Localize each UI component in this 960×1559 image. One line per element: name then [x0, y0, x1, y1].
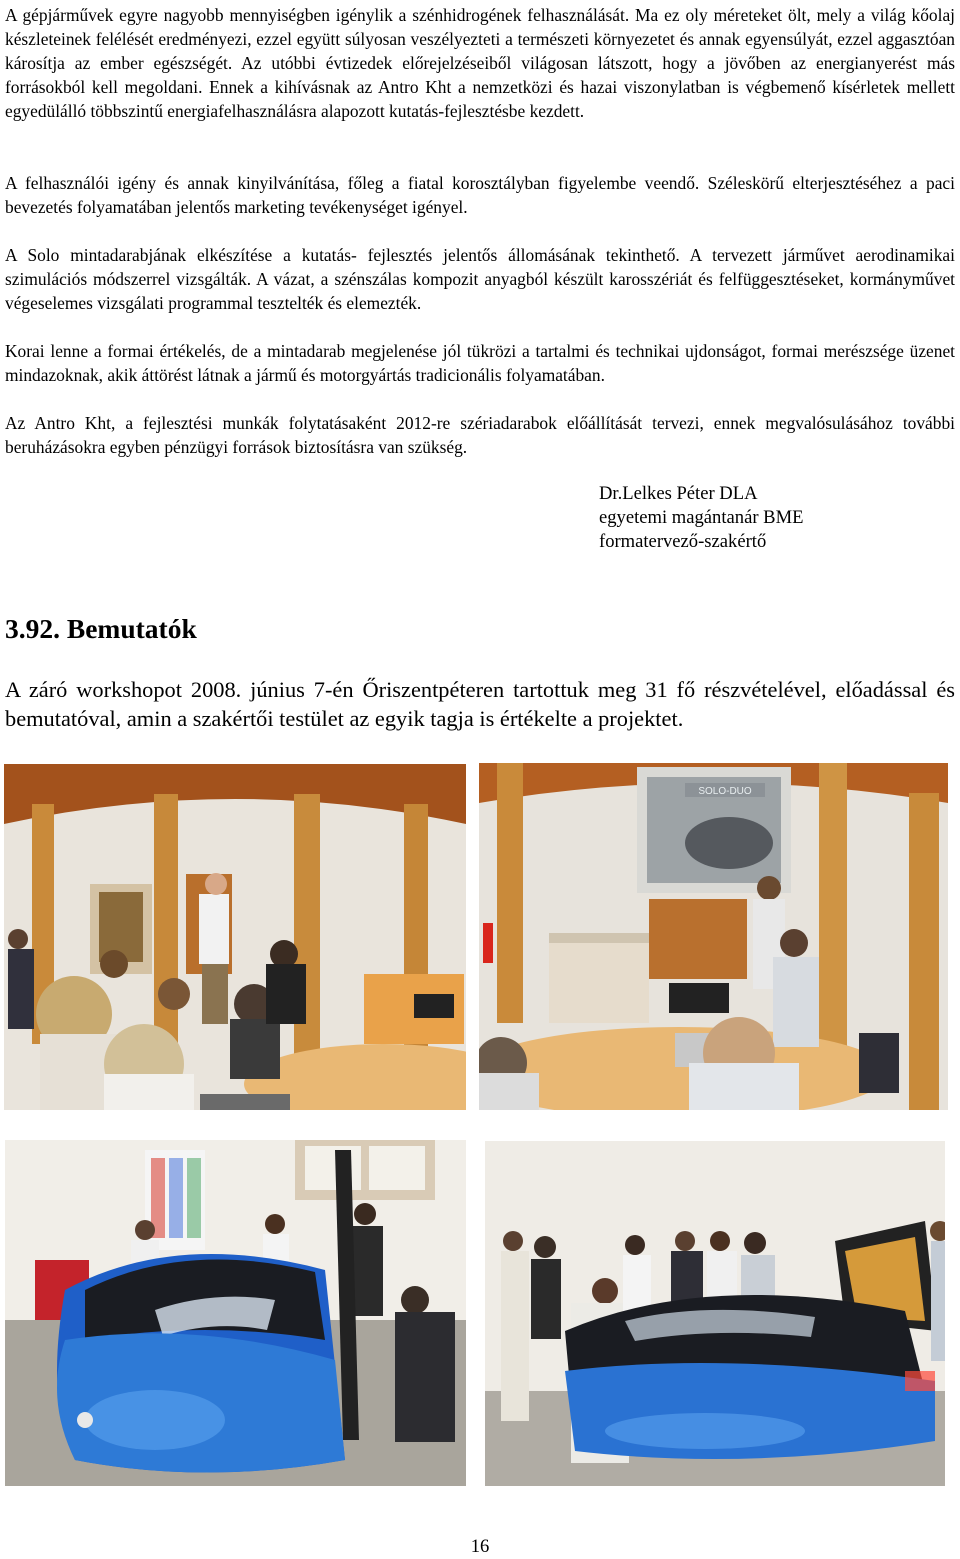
photo-workshop-audience	[4, 764, 466, 1110]
paragraph-solo-prototype: A Solo mintadarabjának elkészítése a kutatás- fejlesztés jelentős állomásának tekinthető. A tervezett járművet aerodinamikai szimulációs módszerrel vizsgálták. A vázat, a szénszálas kompozit anyagból készült karosszériát és felfüggesztéseket, kormányművet végeselemes vizsgálati programmal tesztelték és elemezték.	[5, 245, 955, 313]
photo-solo-car-front	[5, 1140, 466, 1486]
photo-solo-car-side	[485, 1141, 945, 1486]
paragraph-intro: A gépjárművek egyre nagyobb mennyiségben igénylik a szénhidrogének felhasználását. Ma ez oly méreteket ölt, mely a világ kőolaj készleteinek felélését eredményezi, ezzel együtt súlyosan veszélyezteti a természeti környezetet és annak egyensúlyát, ezzel aggasztóan károsítja az ember egészségét. Az utóbbi évtizedek előrejelzéseiből világosan látszott, hogy a jövőben az energianyerést más forrásokból kell megoldani. Ennek a kihívásnak az Antro Kht a nemzetközi és hazai viszonylatban is végbemenő kísérletek mellett egyedülálló többszintű energiafelhasználásra alapozott kutatás-fejlesztésbe kezdett.	[5, 5, 955, 121]
section-lead-paragraph: A záró workshopot 2008. június 7-én Őriszentpéteren tartottuk meg 31 fő részvételével, előadással és bemutatóval, amin a szakértői testület az egyik tagja is értékelte a projektet.	[5, 677, 955, 731]
projector-slide-title: SOLO-DUO	[698, 786, 752, 797]
paragraph-plans: Az Antro Kht, a fejlesztési munkák folytatásaként 2012-re szériadarabok előállítását tervezi, ennek megvalósulásához további beruházásokra egyben pénzügyi források biztosításra van szükség.	[5, 413, 955, 457]
page-number: 16	[470, 1536, 490, 1557]
paragraph-evaluation: Korai lenne a formai értékelés, de a mintadarab megjelenése jól tükrözi a tartalmi és technikai ujdonságot, formai merészsége üzenet mindazoknak, akik áttörést látnak a jármű és motorgyártás tradicionális folyamatában.	[5, 341, 955, 385]
photo-presentation-projector	[479, 763, 948, 1110]
signature-role: formatervező-szakértő	[599, 531, 767, 552]
signature-name: Dr.Lelkes Péter DLA	[599, 483, 758, 504]
section-heading: 3.92. Bemutatók	[5, 613, 197, 644]
paragraph-user-demand: A felhasználói igény és annak kinyilvánítása, főleg a fiatal korosztályban figyelembe veendő. Széleskörű elterjesztéséhez a paci bevezetés folyamatában jelentős marketing tevékenységet igényel.	[5, 173, 955, 217]
signature-title: egyetemi magántanár BME	[599, 507, 804, 528]
signature-block	[599, 482, 939, 554]
